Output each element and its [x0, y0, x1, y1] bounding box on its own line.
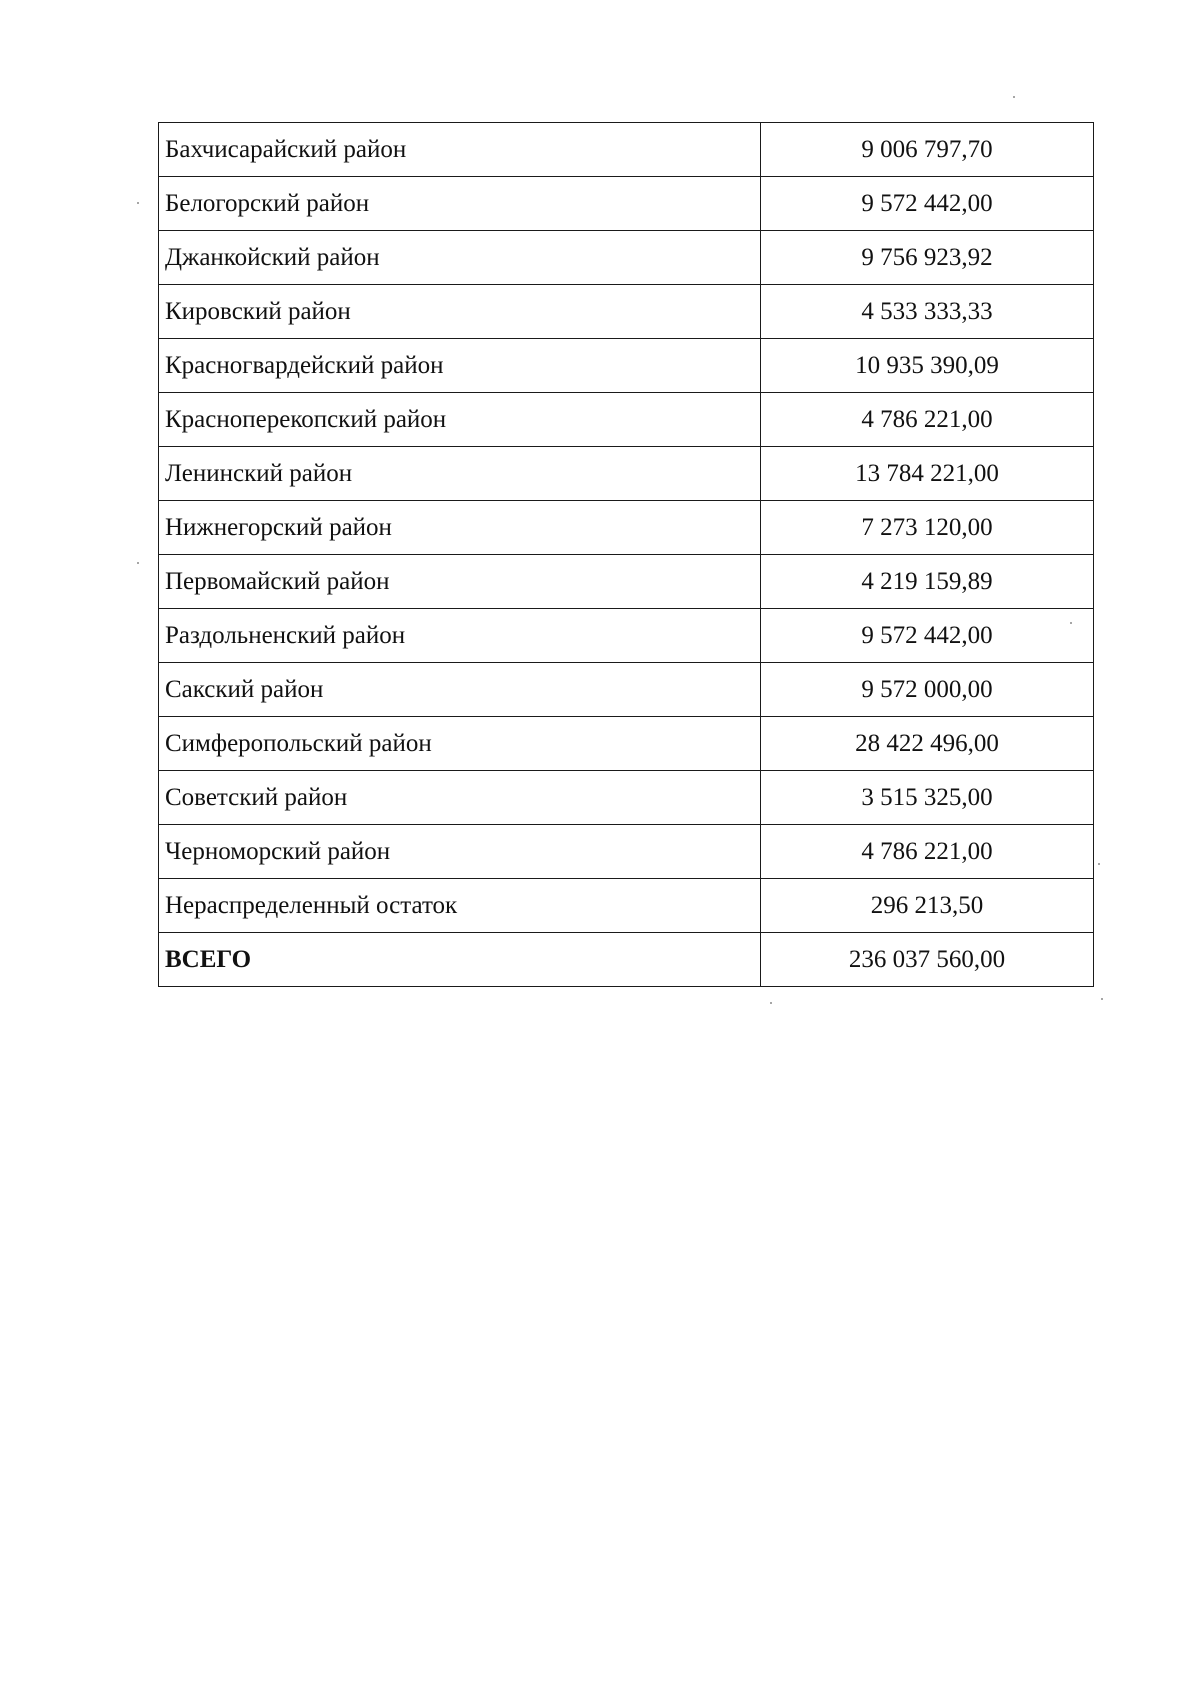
district-amount: 7 273 120,00 [761, 501, 1094, 555]
district-name: Нераспределенный остаток [159, 879, 761, 933]
district-name: Советский район [159, 771, 761, 825]
table-row [159, 717, 1094, 771]
scan-speck [770, 1002, 772, 1004]
scan-speck [1013, 96, 1015, 98]
table-row [159, 771, 1094, 825]
scan-speck [137, 202, 139, 204]
district-amount: 13 784 221,00 [761, 447, 1094, 501]
district-name: Симферопольский район [159, 717, 761, 771]
district-amount: 3 515 325,00 [761, 771, 1094, 825]
table-row [159, 123, 1094, 177]
total-label: ВСЕГО [159, 933, 761, 987]
table-row [159, 501, 1094, 555]
table-row [159, 609, 1094, 663]
table-row [159, 339, 1094, 393]
district-allocation-table [158, 122, 1094, 987]
district-name: Нижнегорский район [159, 501, 761, 555]
district-name: Первомайский район [159, 555, 761, 609]
district-name: Джанкойский район [159, 231, 761, 285]
total-amount: 236 037 560,00 [761, 933, 1094, 987]
table-row [159, 177, 1094, 231]
district-amount: 4 533 333,33 [761, 285, 1094, 339]
district-amount: 10 935 390,09 [761, 339, 1094, 393]
district-amount: 9 006 797,70 [761, 123, 1094, 177]
district-name: Белогорский район [159, 177, 761, 231]
district-name: Красногвардейский район [159, 339, 761, 393]
district-name: Красноперекопский район [159, 393, 761, 447]
district-amount: 9 572 442,00 [761, 177, 1094, 231]
scan-speck [1070, 622, 1072, 624]
district-name: Кировский район [159, 285, 761, 339]
district-amount: 4 219 159,89 [761, 555, 1094, 609]
district-amount: 4 786 221,00 [761, 393, 1094, 447]
scan-speck [137, 562, 139, 564]
district-amount: 9 572 000,00 [761, 663, 1094, 717]
district-name: Бахчисарайский район [159, 123, 761, 177]
district-amount: 28 422 496,00 [761, 717, 1094, 771]
table-row [159, 447, 1094, 501]
table-row [159, 825, 1094, 879]
table-row [159, 555, 1094, 609]
district-amount: 9 756 923,92 [761, 231, 1094, 285]
table-row [159, 879, 1094, 933]
district-name: Сакский район [159, 663, 761, 717]
total-row [159, 933, 1094, 987]
district-name: Раздольненский район [159, 609, 761, 663]
scan-speck [1098, 863, 1100, 865]
district-amount: 4 786 221,00 [761, 825, 1094, 879]
table-row [159, 285, 1094, 339]
table-row [159, 393, 1094, 447]
table-row [159, 231, 1094, 285]
table-row [159, 663, 1094, 717]
district-amount: 296 213,50 [761, 879, 1094, 933]
district-amount: 9 572 442,00 [761, 609, 1094, 663]
scan-speck [1101, 998, 1103, 1000]
district-name: Черноморский район [159, 825, 761, 879]
district-name: Ленинский район [159, 447, 761, 501]
